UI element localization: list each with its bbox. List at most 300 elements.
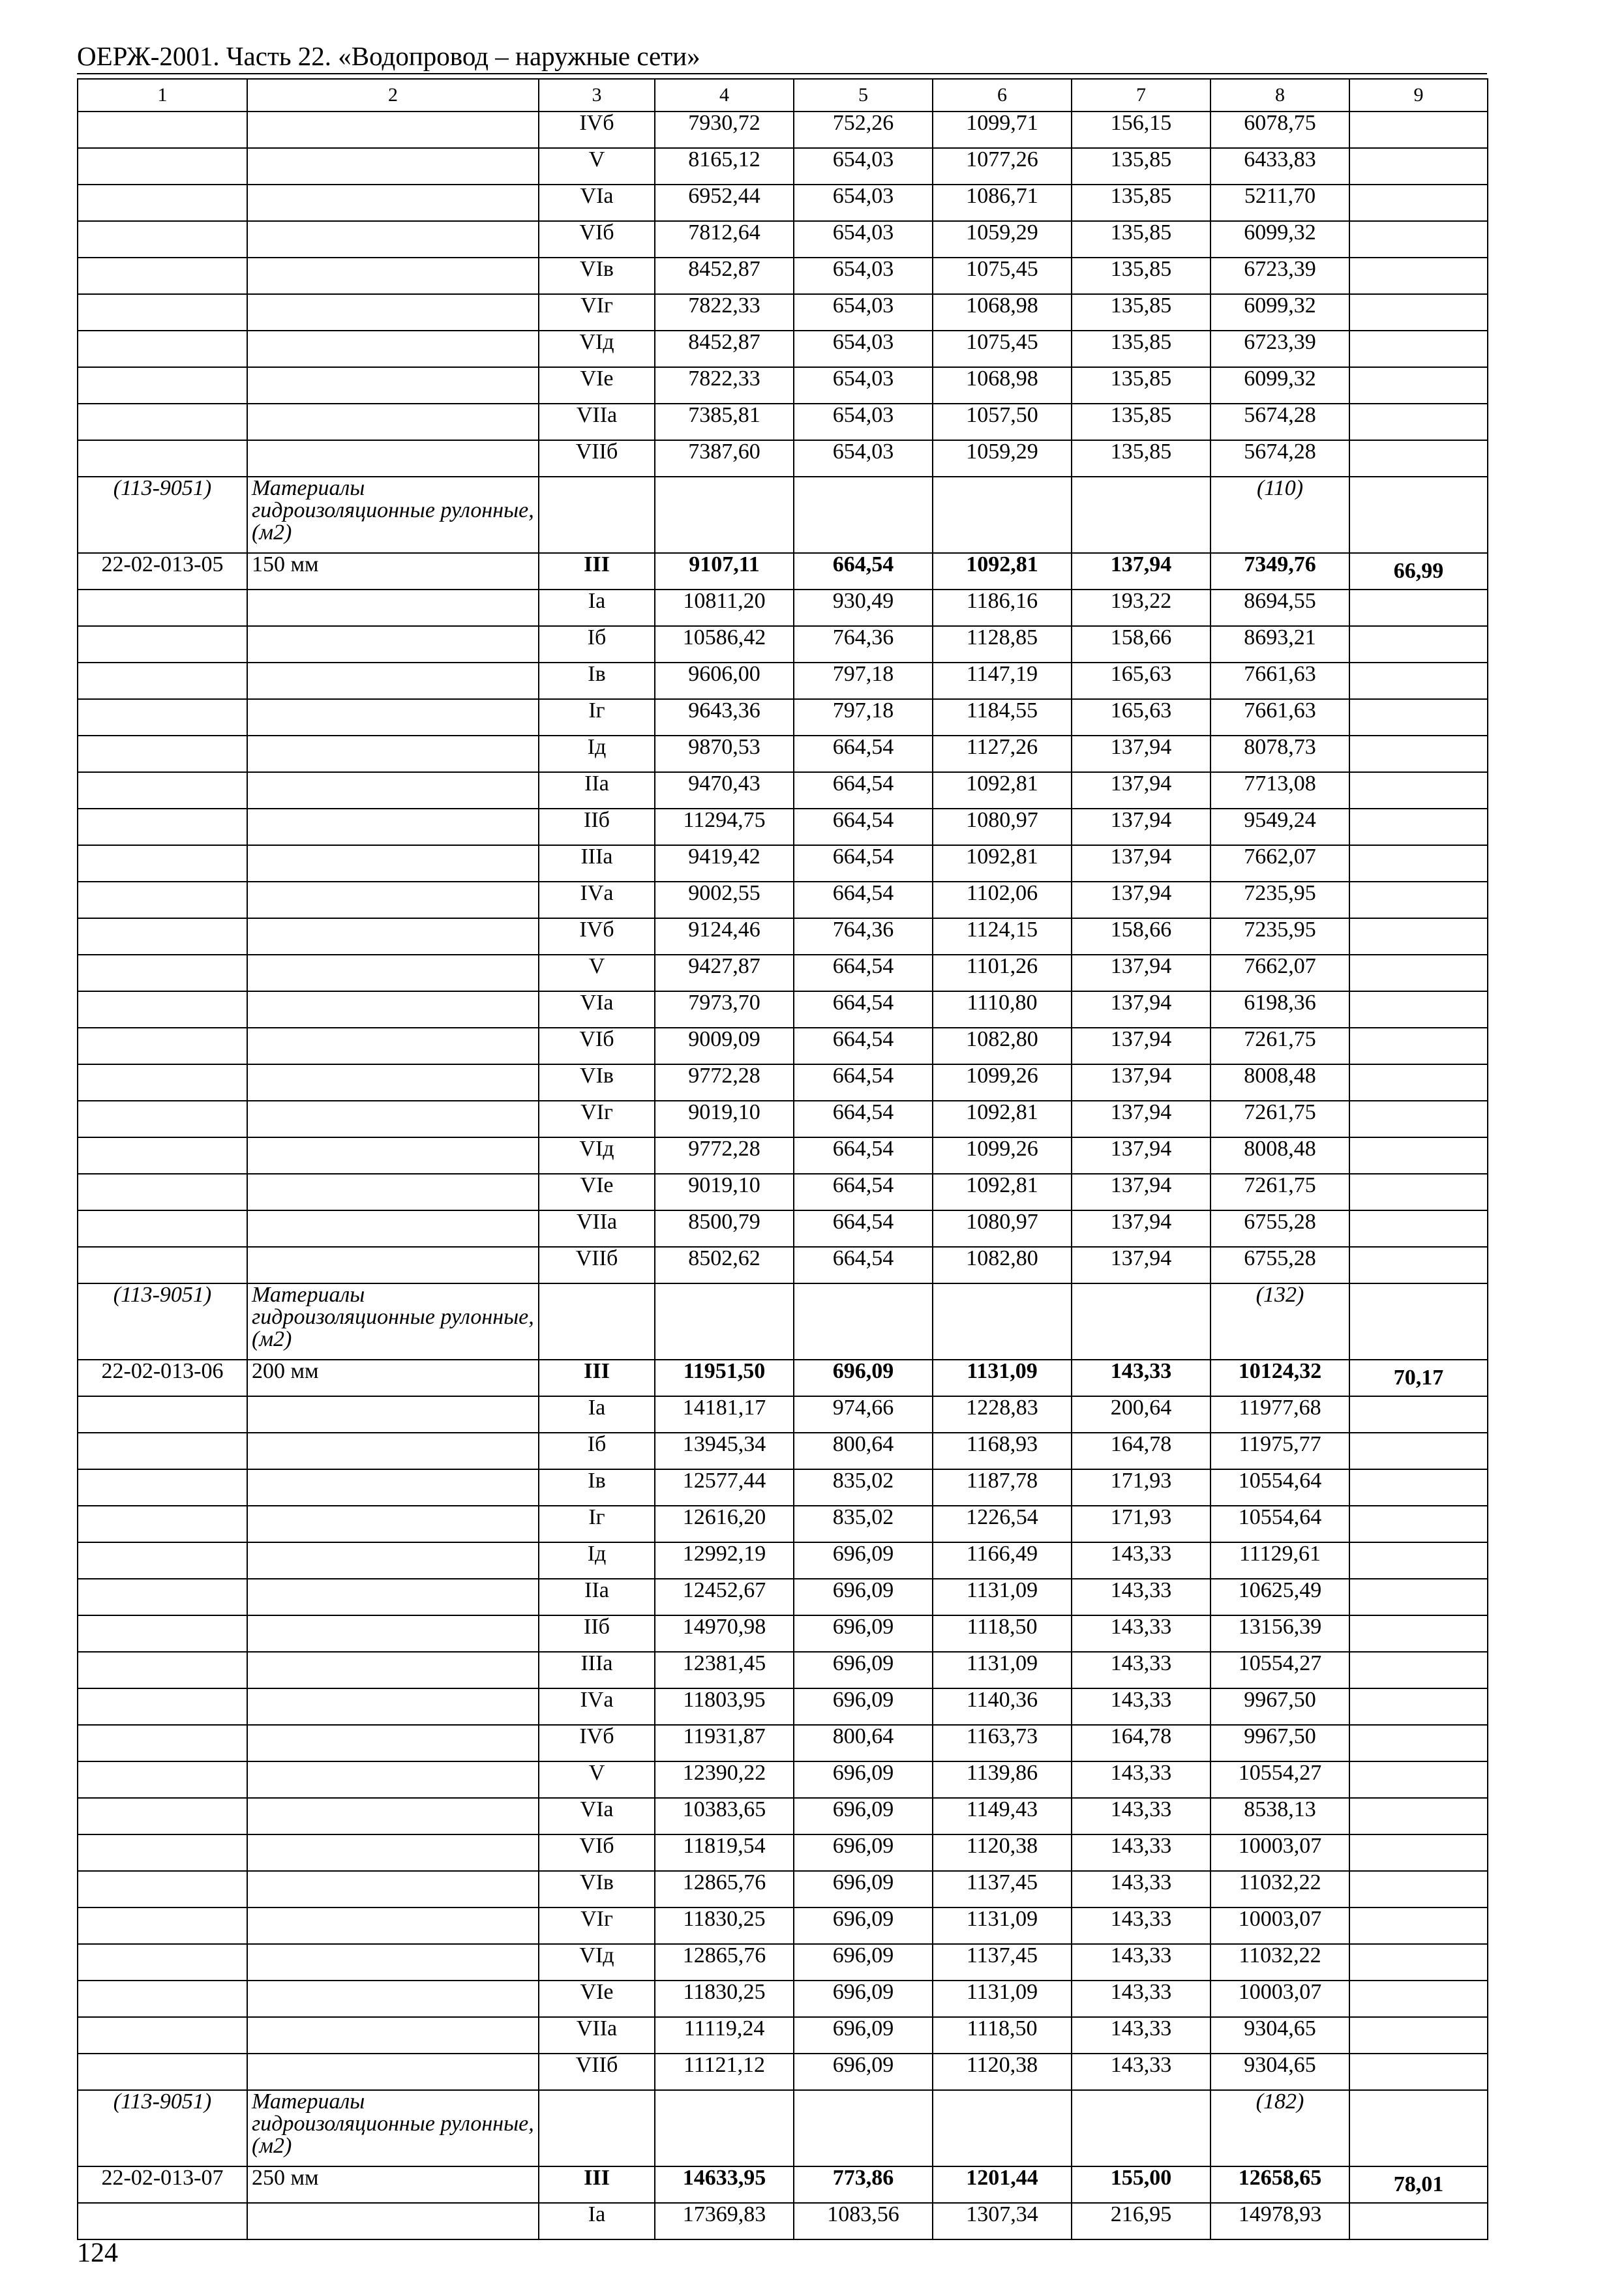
wages-cell: 773,86 <box>794 2166 933 2203</box>
labor-cost-cell <box>1349 1247 1488 1283</box>
machinist-wages-cell: 216,95 <box>1072 2203 1210 2239</box>
machinist-wages-cell: 137,94 <box>1072 1247 1210 1283</box>
materials-cell: 7261,75 <box>1210 1028 1349 1064</box>
zone-cell: VIе <box>539 1981 655 2017</box>
zone-cell: Iа <box>539 2203 655 2239</box>
wages-cell <box>794 1283 933 1360</box>
machinist-wages-cell: 137,94 <box>1072 772 1210 809</box>
description-cell: Материалы гидроизоляционные рулонные, (м2) <box>247 2090 539 2166</box>
machinist-wages-cell: 135,85 <box>1072 148 1210 185</box>
wages-cell: 752,26 <box>794 112 933 148</box>
machinist-wages-cell: 137,94 <box>1072 1210 1210 1247</box>
rate-code-cell <box>78 1834 247 1871</box>
rate-code-cell <box>78 736 247 772</box>
materials-cell: 5674,28 <box>1210 404 1349 440</box>
table-row <box>78 1615 1488 1652</box>
materials-cell: 7349,76 <box>1210 553 1349 590</box>
rate-code-cell <box>78 1137 247 1174</box>
zone-cell: VIв <box>539 258 655 294</box>
total-cost-cell <box>655 1283 794 1360</box>
labor-cost-cell <box>1349 2090 1488 2166</box>
rate-code-cell <box>78 626 247 663</box>
wages-cell: 654,03 <box>794 331 933 367</box>
labor-cost-cell <box>1349 1174 1488 1210</box>
machine-operation-cell: 1092,81 <box>933 772 1072 809</box>
materials-cell: 13156,39 <box>1210 1615 1349 1652</box>
description-cell <box>247 1101 539 1137</box>
table-row <box>78 148 1488 185</box>
materials-cell: 7261,75 <box>1210 1101 1349 1137</box>
zone-cell: Iа <box>539 1396 655 1433</box>
table-row <box>78 663 1488 699</box>
labor-cost-cell <box>1349 845 1488 882</box>
zone-cell: IVб <box>539 1725 655 1761</box>
wages-cell: 696,09 <box>794 1542 933 1579</box>
machinist-wages-cell: 135,85 <box>1072 440 1210 477</box>
rate-code-cell <box>78 1798 247 1834</box>
description-cell <box>247 1396 539 1433</box>
labor-cost-cell <box>1349 440 1488 477</box>
zone-cell: VIа <box>539 991 655 1028</box>
wages-cell <box>794 2090 933 2166</box>
rate-code-cell <box>78 663 247 699</box>
wages-cell: 654,03 <box>794 294 933 331</box>
rate-code-cell <box>78 772 247 809</box>
zone-cell: IIб <box>539 809 655 845</box>
labor-cost-cell <box>1349 1798 1488 1834</box>
materials-cell: 7261,75 <box>1210 1174 1349 1210</box>
rate-code-cell <box>78 1944 247 1981</box>
rate-code-cell <box>78 1981 247 2017</box>
machine-operation-cell: 1099,26 <box>933 1064 1072 1101</box>
table-row <box>78 185 1488 221</box>
rate-code-cell <box>78 1174 247 1210</box>
rates-table <box>77 78 1488 2240</box>
materials-cell: 8694,55 <box>1210 590 1349 626</box>
machine-operation-cell: 1186,16 <box>933 590 1072 626</box>
table-row <box>78 590 1488 626</box>
labor-cost-cell <box>1349 331 1488 367</box>
total-cost-cell: 9009,09 <box>655 1028 794 1064</box>
labor-cost-cell <box>1349 1944 1488 1981</box>
labor-cost-cell <box>1349 477 1488 553</box>
materials-cell: 8538,13 <box>1210 1798 1349 1834</box>
machine-operation-cell: 1110,80 <box>933 991 1072 1028</box>
description-cell <box>247 1725 539 1761</box>
description-cell <box>247 1944 539 1981</box>
table-row <box>78 1688 1488 1725</box>
machinist-wages-cell: 143,33 <box>1072 1871 1210 1908</box>
zone-cell: VIа <box>539 1798 655 1834</box>
materials-cell: 9549,24 <box>1210 809 1349 845</box>
rate-code-cell <box>78 590 247 626</box>
machine-operation-cell: 1131,09 <box>933 1579 1072 1615</box>
table-row <box>78 1396 1488 1433</box>
machine-operation-cell: 1137,45 <box>933 1871 1072 1908</box>
rate-code-cell <box>78 221 247 258</box>
wages-cell: 696,09 <box>794 2054 933 2090</box>
machine-operation-cell: 1127,26 <box>933 736 1072 772</box>
labor-cost-cell <box>1349 2054 1488 2090</box>
labor-cost-cell <box>1349 404 1488 440</box>
materials-cell: 5211,70 <box>1210 185 1349 221</box>
machinist-wages-cell <box>1072 1283 1210 1360</box>
zone-cell: III <box>539 2166 655 2203</box>
total-cost-cell: 9772,28 <box>655 1064 794 1101</box>
description-cell: 150 мм <box>247 553 539 590</box>
rate-code-cell <box>78 955 247 991</box>
total-cost-cell: 9427,87 <box>655 955 794 991</box>
total-cost-cell: 9419,42 <box>655 845 794 882</box>
machinist-wages-cell: 165,63 <box>1072 663 1210 699</box>
labor-cost-cell <box>1349 1469 1488 1506</box>
table-row <box>78 2090 1488 2166</box>
total-cost-cell: 12577,44 <box>655 1469 794 1506</box>
description-cell <box>247 1542 539 1579</box>
total-cost-cell: 12381,45 <box>655 1652 794 1688</box>
rate-code-cell: (113-9051) <box>78 2090 247 2166</box>
table-row <box>78 404 1488 440</box>
machine-operation-cell: 1059,29 <box>933 440 1072 477</box>
table-row <box>78 553 1488 590</box>
labor-cost-cell <box>1349 1028 1488 1064</box>
materials-cell: 9304,65 <box>1210 2054 1349 2090</box>
rate-code-cell <box>78 1247 247 1283</box>
materials-cell: 14978,93 <box>1210 2203 1349 2239</box>
table-row <box>78 1360 1488 1396</box>
rate-code-cell: 22-02-013-06 <box>78 1360 247 1396</box>
table-row <box>78 1798 1488 1834</box>
description-cell: Материалы гидроизоляционные рулонные, (м2) <box>247 1283 539 1360</box>
wages-cell: 696,09 <box>794 1981 933 2017</box>
machinist-wages-cell: 143,33 <box>1072 1798 1210 1834</box>
labor-cost-cell <box>1349 772 1488 809</box>
zone-cell: VIд <box>539 1944 655 1981</box>
total-cost-cell: 8452,87 <box>655 258 794 294</box>
total-cost-cell: 11951,50 <box>655 1360 794 1396</box>
labor-cost-cell <box>1349 367 1488 404</box>
wages-cell: 696,09 <box>794 1579 933 1615</box>
table-row <box>78 991 1488 1028</box>
machinist-wages-cell: 143,33 <box>1072 1615 1210 1652</box>
materials-cell: 6755,28 <box>1210 1210 1349 1247</box>
zone-cell <box>539 2090 655 2166</box>
rate-code-cell <box>78 1396 247 1433</box>
wages-cell: 664,54 <box>794 845 933 882</box>
zone-cell: IIа <box>539 1579 655 1615</box>
zone-cell: VIг <box>539 1908 655 1944</box>
machine-operation-cell <box>933 1283 1072 1360</box>
zone-cell: Iг <box>539 1506 655 1542</box>
total-cost-cell: 8502,62 <box>655 1247 794 1283</box>
wages-cell: 664,54 <box>794 1028 933 1064</box>
description-cell <box>247 1688 539 1725</box>
machine-operation-cell: 1068,98 <box>933 294 1072 331</box>
machine-operation-cell: 1075,45 <box>933 258 1072 294</box>
table-row <box>78 258 1488 294</box>
machinist-wages-cell: 143,33 <box>1072 1981 1210 2017</box>
total-cost-cell: 9002,55 <box>655 882 794 918</box>
rate-code-cell <box>78 1615 247 1652</box>
wages-cell: 654,03 <box>794 185 933 221</box>
machine-operation-cell: 1140,36 <box>933 1688 1072 1725</box>
machinist-wages-cell: 164,78 <box>1072 1725 1210 1761</box>
description-cell <box>247 882 539 918</box>
machine-operation-cell: 1075,45 <box>933 331 1072 367</box>
machinist-wages-cell: 135,85 <box>1072 331 1210 367</box>
zone-cell: IVб <box>539 112 655 148</box>
description-cell <box>247 955 539 991</box>
machinist-wages-cell: 158,66 <box>1072 918 1210 955</box>
wages-cell: 974,66 <box>794 1396 933 1433</box>
machinist-wages-cell: 158,66 <box>1072 626 1210 663</box>
zone-cell: VIд <box>539 331 655 367</box>
machinist-wages-cell: 143,33 <box>1072 1908 1210 1944</box>
machine-operation-cell <box>933 2090 1072 2166</box>
column-number: 5 <box>794 79 933 112</box>
wages-cell: 764,36 <box>794 918 933 955</box>
total-cost-cell: 9470,43 <box>655 772 794 809</box>
materials-cell: 8008,48 <box>1210 1064 1349 1101</box>
labor-cost-cell <box>1349 1652 1488 1688</box>
labor-cost-cell <box>1349 736 1488 772</box>
wages-cell: 664,54 <box>794 1101 933 1137</box>
machine-operation-cell: 1163,73 <box>933 1725 1072 1761</box>
machine-operation-cell: 1226,54 <box>933 1506 1072 1542</box>
wages-cell: 797,18 <box>794 663 933 699</box>
machine-operation-cell: 1092,81 <box>933 553 1072 590</box>
machinist-wages-cell: 135,85 <box>1072 294 1210 331</box>
rate-code-cell <box>78 699 247 736</box>
wages-cell: 696,09 <box>794 1615 933 1652</box>
total-cost-cell <box>655 2090 794 2166</box>
labor-cost-cell <box>1349 185 1488 221</box>
labor-cost-cell <box>1349 663 1488 699</box>
wages-cell: 654,03 <box>794 404 933 440</box>
materials-cell: 6755,28 <box>1210 1247 1349 1283</box>
materials-cell: 6198,36 <box>1210 991 1349 1028</box>
description-cell <box>247 1064 539 1101</box>
labor-cost-cell <box>1349 1725 1488 1761</box>
zone-cell: VIIб <box>539 2054 655 2090</box>
total-cost-cell: 7822,33 <box>655 367 794 404</box>
wages-cell: 654,03 <box>794 221 933 258</box>
column-number: 2 <box>247 79 539 112</box>
materials-cell: 10003,07 <box>1210 1908 1349 1944</box>
total-cost-cell: 11803,95 <box>655 1688 794 1725</box>
zone-cell: III <box>539 1360 655 1396</box>
machine-operation-cell: 1082,80 <box>933 1028 1072 1064</box>
description-cell <box>247 2203 539 2239</box>
materials-cell: 11032,22 <box>1210 1944 1349 1981</box>
labor-cost-cell <box>1349 1615 1488 1652</box>
machine-operation-cell: 1068,98 <box>933 367 1072 404</box>
total-cost-cell: 11119,24 <box>655 2017 794 2054</box>
machine-operation-cell: 1120,38 <box>933 2054 1072 2090</box>
total-cost-cell: 7387,60 <box>655 440 794 477</box>
zone-cell: Iв <box>539 663 655 699</box>
machine-operation-cell: 1118,50 <box>933 2017 1072 2054</box>
zone-cell: IIIа <box>539 1652 655 1688</box>
machine-operation-cell: 1187,78 <box>933 1469 1072 1506</box>
machine-operation-cell: 1147,19 <box>933 663 1072 699</box>
wages-cell: 696,09 <box>794 1688 933 1725</box>
description-cell <box>247 1798 539 1834</box>
labor-cost-cell <box>1349 1283 1488 1360</box>
description-cell <box>247 736 539 772</box>
machinist-wages-cell: 137,94 <box>1072 1174 1210 1210</box>
total-cost-cell: 8165,12 <box>655 148 794 185</box>
column-number: 7 <box>1072 79 1210 112</box>
machinist-wages-cell: 137,94 <box>1072 1064 1210 1101</box>
rate-code-cell <box>78 112 247 148</box>
machinist-wages-cell: 137,94 <box>1072 1101 1210 1137</box>
zone-cell: III <box>539 553 655 590</box>
total-cost-cell: 12452,67 <box>655 1579 794 1615</box>
materials-cell: 11975,77 <box>1210 1433 1349 1469</box>
description-cell <box>247 1761 539 1798</box>
labor-cost-cell <box>1349 1210 1488 1247</box>
description-cell <box>247 1506 539 1542</box>
materials-cell: 10003,07 <box>1210 1834 1349 1871</box>
wages-cell: 696,09 <box>794 1944 933 1981</box>
description-cell <box>247 367 539 404</box>
description-cell: 200 мм <box>247 1360 539 1396</box>
machine-operation-cell: 1166,49 <box>933 1542 1072 1579</box>
rate-code-cell <box>78 1064 247 1101</box>
machinist-wages-cell: 137,94 <box>1072 955 1210 991</box>
total-cost-cell: 17369,83 <box>655 2203 794 2239</box>
machinist-wages-cell <box>1072 2090 1210 2166</box>
materials-cell: 8078,73 <box>1210 736 1349 772</box>
description-cell <box>247 331 539 367</box>
description-cell <box>247 1210 539 1247</box>
wages-cell: 664,54 <box>794 1210 933 1247</box>
table-row <box>78 772 1488 809</box>
machinist-wages-cell: 135,85 <box>1072 258 1210 294</box>
materials-cell: (110) <box>1210 477 1349 553</box>
total-cost-cell: 8452,87 <box>655 331 794 367</box>
description-cell <box>247 1981 539 2017</box>
zone-cell: VIв <box>539 1064 655 1101</box>
rate-code-cell: 22-02-013-07 <box>78 2166 247 2203</box>
labor-cost-cell <box>1349 991 1488 1028</box>
machine-operation-cell: 1080,97 <box>933 1210 1072 1247</box>
labor-cost-cell <box>1349 1981 1488 2017</box>
wages-cell: 664,54 <box>794 1174 933 1210</box>
labor-cost-cell <box>1349 1688 1488 1725</box>
wages-cell: 1083,56 <box>794 2203 933 2239</box>
wages-cell: 764,36 <box>794 626 933 663</box>
labor-cost-cell <box>1349 1064 1488 1101</box>
table-row <box>78 1981 1488 2017</box>
rate-code-cell <box>78 1210 247 1247</box>
machinist-wages-cell: 137,94 <box>1072 1137 1210 1174</box>
table-row <box>78 1283 1488 1360</box>
machine-operation-cell: 1137,45 <box>933 1944 1072 1981</box>
machinist-wages-cell: 143,33 <box>1072 1834 1210 1871</box>
materials-cell: 7713,08 <box>1210 772 1349 809</box>
machinist-wages-cell: 135,85 <box>1072 404 1210 440</box>
materials-cell: 7662,07 <box>1210 845 1349 882</box>
zone-cell: VIа <box>539 185 655 221</box>
table-row <box>78 1210 1488 1247</box>
labor-cost-cell <box>1349 1506 1488 1542</box>
materials-cell: 6078,75 <box>1210 112 1349 148</box>
materials-cell: 9967,50 <box>1210 1688 1349 1725</box>
description-cell <box>247 991 539 1028</box>
description-cell <box>247 626 539 663</box>
wages-cell: 835,02 <box>794 1506 933 1542</box>
rate-code-cell <box>78 1871 247 1908</box>
machine-operation-cell: 1128,85 <box>933 626 1072 663</box>
wages-cell: 664,54 <box>794 1064 933 1101</box>
materials-cell: 10554,64 <box>1210 1469 1349 1506</box>
materials-cell: 6099,32 <box>1210 367 1349 404</box>
total-cost-cell: 6952,44 <box>655 185 794 221</box>
rate-code-cell <box>78 809 247 845</box>
table-row <box>78 440 1488 477</box>
rate-code-cell <box>78 1506 247 1542</box>
total-cost-cell: 11830,25 <box>655 1981 794 2017</box>
wages-cell: 696,09 <box>794 1798 933 1834</box>
table-row <box>78 1944 1488 1981</box>
table-row <box>78 955 1488 991</box>
total-cost-cell: 9124,46 <box>655 918 794 955</box>
machine-operation-cell: 1101,26 <box>933 955 1072 991</box>
machine-operation-cell: 1131,09 <box>933 1981 1072 2017</box>
wages-cell: 696,09 <box>794 1871 933 1908</box>
machine-operation-cell: 1099,26 <box>933 1137 1072 1174</box>
materials-cell: 6433,83 <box>1210 148 1349 185</box>
zone-cell: IVб <box>539 918 655 955</box>
total-cost-cell: 9019,10 <box>655 1101 794 1137</box>
zone-cell: Iб <box>539 1433 655 1469</box>
description-cell <box>247 1137 539 1174</box>
description-cell <box>247 2054 539 2090</box>
total-cost-cell: 7822,33 <box>655 294 794 331</box>
labor-cost-cell <box>1349 1137 1488 1174</box>
zone-cell: VIIб <box>539 1247 655 1283</box>
machine-operation-cell: 1118,50 <box>933 1615 1072 1652</box>
total-cost-cell: 12865,76 <box>655 1944 794 1981</box>
header-rule <box>77 73 1487 74</box>
total-cost-cell: 11931,87 <box>655 1725 794 1761</box>
description-cell <box>247 699 539 736</box>
zone-cell: VIв <box>539 1871 655 1908</box>
rate-code-cell <box>78 2054 247 2090</box>
table-row <box>78 626 1488 663</box>
labor-cost-cell <box>1349 1101 1488 1137</box>
table-row <box>78 1064 1488 1101</box>
wages-cell: 930,49 <box>794 590 933 626</box>
table-row <box>78 1506 1488 1542</box>
description-cell <box>247 845 539 882</box>
total-cost-cell: 7973,70 <box>655 991 794 1028</box>
table-row <box>78 1542 1488 1579</box>
table-row <box>78 367 1488 404</box>
total-cost-cell: 10383,65 <box>655 1798 794 1834</box>
table-row <box>78 331 1488 367</box>
rate-code-cell <box>78 1542 247 1579</box>
machinist-wages-cell: 137,94 <box>1072 736 1210 772</box>
table-row <box>78 1579 1488 1615</box>
labor-cost-cell <box>1349 2203 1488 2239</box>
machinist-wages-cell: 171,93 <box>1072 1506 1210 1542</box>
rate-code-cell <box>78 148 247 185</box>
table-row <box>78 699 1488 736</box>
materials-cell: (182) <box>1210 2090 1349 2166</box>
